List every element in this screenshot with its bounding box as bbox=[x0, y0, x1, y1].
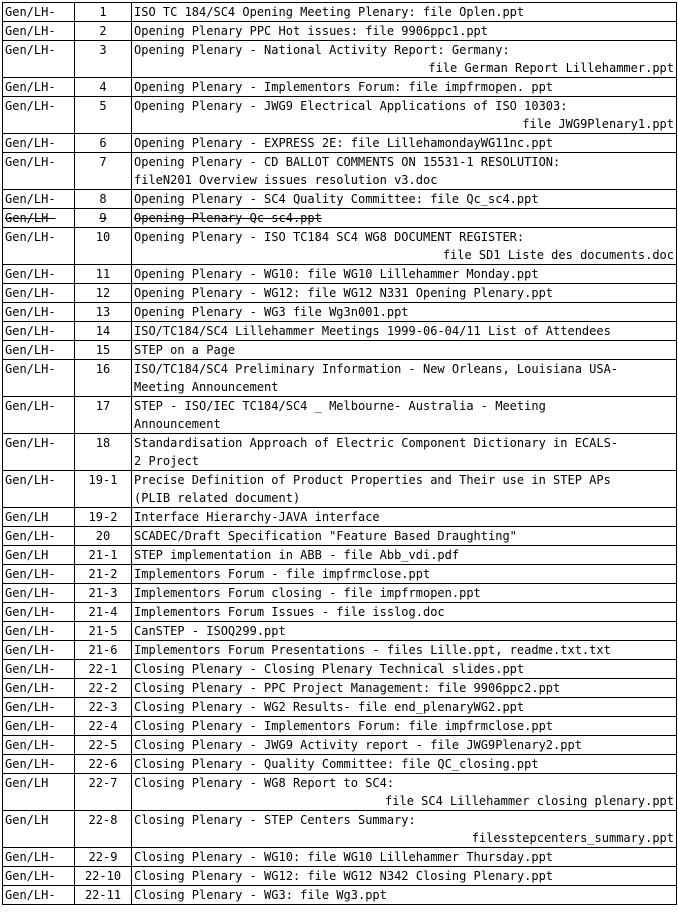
doc-number: 22-5 bbox=[75, 736, 132, 755]
doc-number: 22-6 bbox=[75, 755, 132, 774]
doc-title bbox=[132, 284, 677, 303]
table-row bbox=[3, 546, 677, 565]
doc-number: 18 bbox=[75, 434, 132, 471]
doc-number: 12 bbox=[75, 284, 132, 303]
doc-title-line: Closing Plenary - WG3: file Wg3.ppt bbox=[134, 888, 387, 902]
doc-number: 9 bbox=[75, 209, 132, 228]
doc-title-line: SCADEC/Draft Specification "Feature Based Draughting" bbox=[134, 529, 517, 543]
doc-title bbox=[132, 698, 677, 717]
doc-prefix: Gen/LH- bbox=[3, 284, 75, 303]
doc-title bbox=[132, 584, 677, 603]
table-body bbox=[3, 3, 677, 905]
doc-title bbox=[132, 886, 677, 905]
doc-title-continuation: file SC4 Lillehammer closing plenary.ppt bbox=[385, 794, 674, 808]
table-row bbox=[3, 97, 677, 134]
doc-title-line: ISO/TC184/SC4 Preliminary Information - New Orleans, Louisiana USA- bbox=[134, 362, 619, 376]
doc-number: 21-5 bbox=[75, 622, 132, 641]
doc-title-continuation: Meeting Announcement bbox=[134, 380, 279, 394]
table-row bbox=[3, 886, 677, 905]
doc-prefix: Gen/LH- bbox=[3, 303, 75, 322]
table-row bbox=[3, 134, 677, 153]
doc-number: 22-8 bbox=[75, 811, 132, 848]
doc-title bbox=[132, 736, 677, 755]
doc-prefix: Gen/LH bbox=[3, 811, 75, 848]
doc-title bbox=[132, 641, 677, 660]
table-row bbox=[3, 717, 677, 736]
doc-number: 22-1 bbox=[75, 660, 132, 679]
doc-title bbox=[132, 265, 677, 284]
table-row bbox=[3, 322, 677, 341]
doc-number: 22-2 bbox=[75, 679, 132, 698]
doc-number: 21-2 bbox=[75, 565, 132, 584]
doc-title bbox=[132, 755, 677, 774]
table-row bbox=[3, 867, 677, 886]
doc-title-line: Closing Plenary - WG8 Report to SC4: bbox=[134, 776, 395, 790]
doc-prefix: Gen/LH- bbox=[3, 698, 75, 717]
doc-number: 3 bbox=[75, 41, 132, 78]
table-row bbox=[3, 341, 677, 360]
doc-number: 22-11 bbox=[75, 886, 132, 905]
doc-prefix: Gen/LH bbox=[3, 774, 75, 811]
doc-number: 19-2 bbox=[75, 508, 132, 527]
doc-number: 16 bbox=[75, 360, 132, 397]
doc-title-continuation: fileN201 Overview issues resolution v3.doc bbox=[134, 173, 438, 187]
doc-title-line: CanSTEP - ISOQ299.ppt bbox=[134, 624, 286, 638]
doc-title bbox=[132, 679, 677, 698]
doc-number: 10 bbox=[75, 228, 132, 265]
doc-title-line: Opening Plenary - JWG9 Electrical Applications of ISO 10303: bbox=[134, 99, 568, 113]
doc-prefix: Gen/LH- bbox=[3, 341, 75, 360]
doc-number: 13 bbox=[75, 303, 132, 322]
doc-title-line: Opening Plenary - EXPRESS 2E: file LillehamondayWG11nc.ppt bbox=[134, 136, 554, 150]
doc-prefix: Gen/LH- bbox=[3, 886, 75, 905]
document-register-table bbox=[2, 2, 677, 905]
table-row bbox=[3, 565, 677, 584]
table-row bbox=[3, 228, 677, 265]
doc-title bbox=[132, 153, 677, 190]
table-row bbox=[3, 755, 677, 774]
table-row bbox=[3, 603, 677, 622]
doc-title bbox=[132, 397, 677, 434]
doc-title bbox=[132, 508, 677, 527]
doc-title-line: Opening Plenary PPC Hot issues: file 9906ppc1.ppt bbox=[134, 24, 489, 38]
doc-prefix: Gen/LH- bbox=[3, 78, 75, 97]
doc-title-line: Opening Plenary - ISO TC184 SC4 WG8 DOCUMENT REGISTER: bbox=[134, 230, 525, 244]
doc-title-line: STEP implementation in ABB - file Abb_vdi.pdf bbox=[134, 548, 460, 562]
doc-title bbox=[132, 22, 677, 41]
doc-prefix: Gen/LH- bbox=[3, 134, 75, 153]
doc-prefix: Gen/LH- bbox=[3, 397, 75, 434]
doc-title bbox=[132, 134, 677, 153]
doc-title-line: Implementors Forum Issues - file isslog.doc bbox=[134, 605, 445, 619]
doc-title-line: STEP on a Page bbox=[134, 343, 236, 357]
doc-prefix: Gen/LH bbox=[3, 546, 75, 565]
doc-prefix: Gen/LH- bbox=[3, 471, 75, 508]
table-row bbox=[3, 774, 677, 811]
doc-title bbox=[132, 527, 677, 546]
table-row bbox=[3, 698, 677, 717]
table-row bbox=[3, 527, 677, 546]
doc-prefix: Gen/LH- bbox=[3, 228, 75, 265]
doc-prefix: Gen/LH- bbox=[3, 848, 75, 867]
doc-title-line: Opening Plenary - Implementors Forum: file impfrmopen. ppt bbox=[134, 80, 554, 94]
doc-title bbox=[132, 867, 677, 886]
doc-prefix: Gen/LH- bbox=[3, 736, 75, 755]
doc-title bbox=[132, 209, 677, 228]
table-row bbox=[3, 848, 677, 867]
doc-prefix: Gen/LH- bbox=[3, 584, 75, 603]
doc-title-continuation: Announcement bbox=[134, 417, 221, 431]
doc-title-line: Closing Plenary - WG10: file WG10 Lillehammer Thursday.ppt bbox=[134, 850, 554, 864]
doc-title bbox=[132, 603, 677, 622]
doc-title-line: Closing Plenary - Quality Committee: file QC_closing.ppt bbox=[134, 757, 539, 771]
doc-prefix: Gen/LH- bbox=[3, 641, 75, 660]
doc-title bbox=[132, 565, 677, 584]
doc-title-line: Opening Plenary - WG10: file WG10 Lillehammer Monday.ppt bbox=[134, 267, 539, 281]
table-row bbox=[3, 660, 677, 679]
table-row bbox=[3, 78, 677, 97]
doc-title bbox=[132, 811, 677, 848]
doc-title-line: Opening Plenary Qc sc4.ppt bbox=[134, 211, 322, 225]
doc-prefix: Gen/LH- bbox=[3, 527, 75, 546]
table-row bbox=[3, 584, 677, 603]
doc-title bbox=[132, 546, 677, 565]
doc-number: 8 bbox=[75, 190, 132, 209]
doc-number: 22-3 bbox=[75, 698, 132, 717]
doc-prefix: Gen/LH- bbox=[3, 660, 75, 679]
doc-title-continuation: filesstepcenters_summary.ppt bbox=[471, 831, 674, 845]
doc-prefix: Gen/LH- bbox=[3, 622, 75, 641]
doc-prefix: Gen/LH- bbox=[3, 3, 75, 22]
doc-prefix: Gen/LH- bbox=[3, 209, 75, 228]
doc-prefix: Gen/LH- bbox=[3, 603, 75, 622]
doc-title-line: Opening Plenary - SC4 Quality Committee: file Qc_sc4.ppt bbox=[134, 192, 539, 206]
doc-title-line: Opening Plenary - WG3 file Wg3n001.ppt bbox=[134, 305, 409, 319]
doc-number: 7 bbox=[75, 153, 132, 190]
table-row bbox=[3, 434, 677, 471]
table-row bbox=[3, 811, 677, 848]
doc-title bbox=[132, 660, 677, 679]
doc-title-continuation: file SD1 Liste des documents.doc bbox=[442, 248, 674, 262]
doc-title bbox=[132, 360, 677, 397]
doc-title bbox=[132, 471, 677, 508]
doc-title-line: Implementors Forum - file impfrmclose.ppt bbox=[134, 567, 431, 581]
table-row bbox=[3, 471, 677, 508]
doc-prefix: Gen/LH- bbox=[3, 755, 75, 774]
doc-title bbox=[132, 228, 677, 265]
doc-title-line: Opening Plenary - WG12: file WG12 N331 Opening Plenary.ppt bbox=[134, 286, 554, 300]
doc-prefix: Gen/LH- bbox=[3, 190, 75, 209]
table-row bbox=[3, 303, 677, 322]
doc-title bbox=[132, 341, 677, 360]
doc-number: 22-4 bbox=[75, 717, 132, 736]
table-row bbox=[3, 622, 677, 641]
doc-title-line: Closing Plenary - Implementors Forum: file impfrmclose.ppt bbox=[134, 719, 554, 733]
table-row bbox=[3, 41, 677, 78]
doc-prefix: Gen/LH- bbox=[3, 867, 75, 886]
table-row bbox=[3, 641, 677, 660]
doc-title bbox=[132, 717, 677, 736]
doc-prefix: Gen/LH- bbox=[3, 265, 75, 284]
doc-title-line: Closing Plenary - Closing Plenary Technical slides.ppt bbox=[134, 662, 525, 676]
doc-prefix: Gen/LH- bbox=[3, 322, 75, 341]
doc-number: 21-3 bbox=[75, 584, 132, 603]
doc-prefix: Gen/LH bbox=[3, 508, 75, 527]
doc-title-line: Opening Plenary - CD BALLOT COMMENTS ON 15531-1 RESOLUTION: bbox=[134, 155, 561, 169]
doc-number: 6 bbox=[75, 134, 132, 153]
doc-title-line: ISO/TC184/SC4 Lillehammer Meetings 1999-06-04/11 List of Attendees bbox=[134, 324, 611, 338]
doc-title bbox=[132, 774, 677, 811]
doc-title bbox=[132, 434, 677, 471]
doc-number: 21-6 bbox=[75, 641, 132, 660]
doc-title-line: Opening Plenary - National Activity Report: Germany: bbox=[134, 43, 510, 57]
doc-title-line: Closing Plenary - PPC Project Management: file 9906ppc2.ppt bbox=[134, 681, 561, 695]
doc-number: 20 bbox=[75, 527, 132, 546]
table-row bbox=[3, 360, 677, 397]
doc-title bbox=[132, 622, 677, 641]
doc-number: 4 bbox=[75, 78, 132, 97]
doc-title-line: Standardisation Approach of Electric Component Dictionary in ECALS- bbox=[134, 436, 619, 450]
doc-title-line: STEP - ISO/IEC TC184/SC4 _ Melbourne- Australia - Meeting bbox=[134, 399, 546, 413]
doc-title-line: Closing Plenary - JWG9 Activity report - file JWG9Plenary2.ppt bbox=[134, 738, 582, 752]
doc-title-line: Implementors Forum closing - file impfrmopen.ppt bbox=[134, 586, 481, 600]
table-row bbox=[3, 284, 677, 303]
doc-prefix: Gen/LH- bbox=[3, 360, 75, 397]
table-row bbox=[3, 153, 677, 190]
table-row bbox=[3, 22, 677, 41]
doc-title-continuation: file German Report Lillehammer.ppt bbox=[428, 61, 674, 75]
doc-title bbox=[132, 3, 677, 22]
table-row bbox=[3, 209, 677, 228]
table-row bbox=[3, 736, 677, 755]
table-row bbox=[3, 679, 677, 698]
doc-number: 17 bbox=[75, 397, 132, 434]
doc-number: 14 bbox=[75, 322, 132, 341]
doc-title bbox=[132, 848, 677, 867]
doc-title bbox=[132, 303, 677, 322]
doc-number: 11 bbox=[75, 265, 132, 284]
doc-number: 19-1 bbox=[75, 471, 132, 508]
doc-title-line: Interface Hierarchy-JAVA interface bbox=[134, 510, 380, 524]
doc-title-line: Implementors Forum Presentations - files Lille.ppt, readme.txt.txt bbox=[134, 643, 611, 657]
doc-prefix: Gen/LH- bbox=[3, 41, 75, 78]
doc-number: 1 bbox=[75, 3, 132, 22]
doc-number: 2 bbox=[75, 22, 132, 41]
doc-prefix: Gen/LH- bbox=[3, 97, 75, 134]
table-row bbox=[3, 265, 677, 284]
table-row bbox=[3, 3, 677, 22]
doc-title bbox=[132, 322, 677, 341]
doc-number: 21-1 bbox=[75, 546, 132, 565]
doc-prefix: Gen/LH- bbox=[3, 717, 75, 736]
doc-number: 22-10 bbox=[75, 867, 132, 886]
doc-prefix: Gen/LH- bbox=[3, 434, 75, 471]
doc-title-line: Closing Plenary - STEP Centers Summary: bbox=[134, 813, 416, 827]
doc-title-line: ISO TC 184/SC4 Opening Meeting Plenary: file Oplen.ppt bbox=[134, 5, 525, 19]
doc-title-line: Closing Plenary - WG12: file WG12 N342 Closing Plenary.ppt bbox=[134, 869, 554, 883]
doc-title bbox=[132, 41, 677, 78]
doc-prefix: Gen/LH- bbox=[3, 153, 75, 190]
doc-prefix: Gen/LH- bbox=[3, 22, 75, 41]
doc-title-line: Precise Definition of Product Properties and Their use in STEP APs bbox=[134, 473, 611, 487]
table-row bbox=[3, 397, 677, 434]
table-row bbox=[3, 190, 677, 209]
doc-number: 5 bbox=[75, 97, 132, 134]
doc-title bbox=[132, 97, 677, 134]
doc-number: 22-7 bbox=[75, 774, 132, 811]
doc-title-line: Closing Plenary - WG2 Results- file end_plenaryWG2.ppt bbox=[134, 700, 525, 714]
doc-title-continuation: (PLIB related document) bbox=[134, 491, 301, 505]
doc-title-continuation: 2 Project bbox=[134, 454, 200, 468]
table-row bbox=[3, 508, 677, 527]
doc-title-continuation: file JWG9Plenary1.ppt bbox=[522, 117, 674, 131]
doc-title bbox=[132, 78, 677, 97]
doc-prefix: Gen/LH- bbox=[3, 565, 75, 584]
doc-number: 21-4 bbox=[75, 603, 132, 622]
doc-number: 22-9 bbox=[75, 848, 132, 867]
doc-number: 15 bbox=[75, 341, 132, 360]
doc-prefix: Gen/LH- bbox=[3, 679, 75, 698]
doc-title bbox=[132, 190, 677, 209]
